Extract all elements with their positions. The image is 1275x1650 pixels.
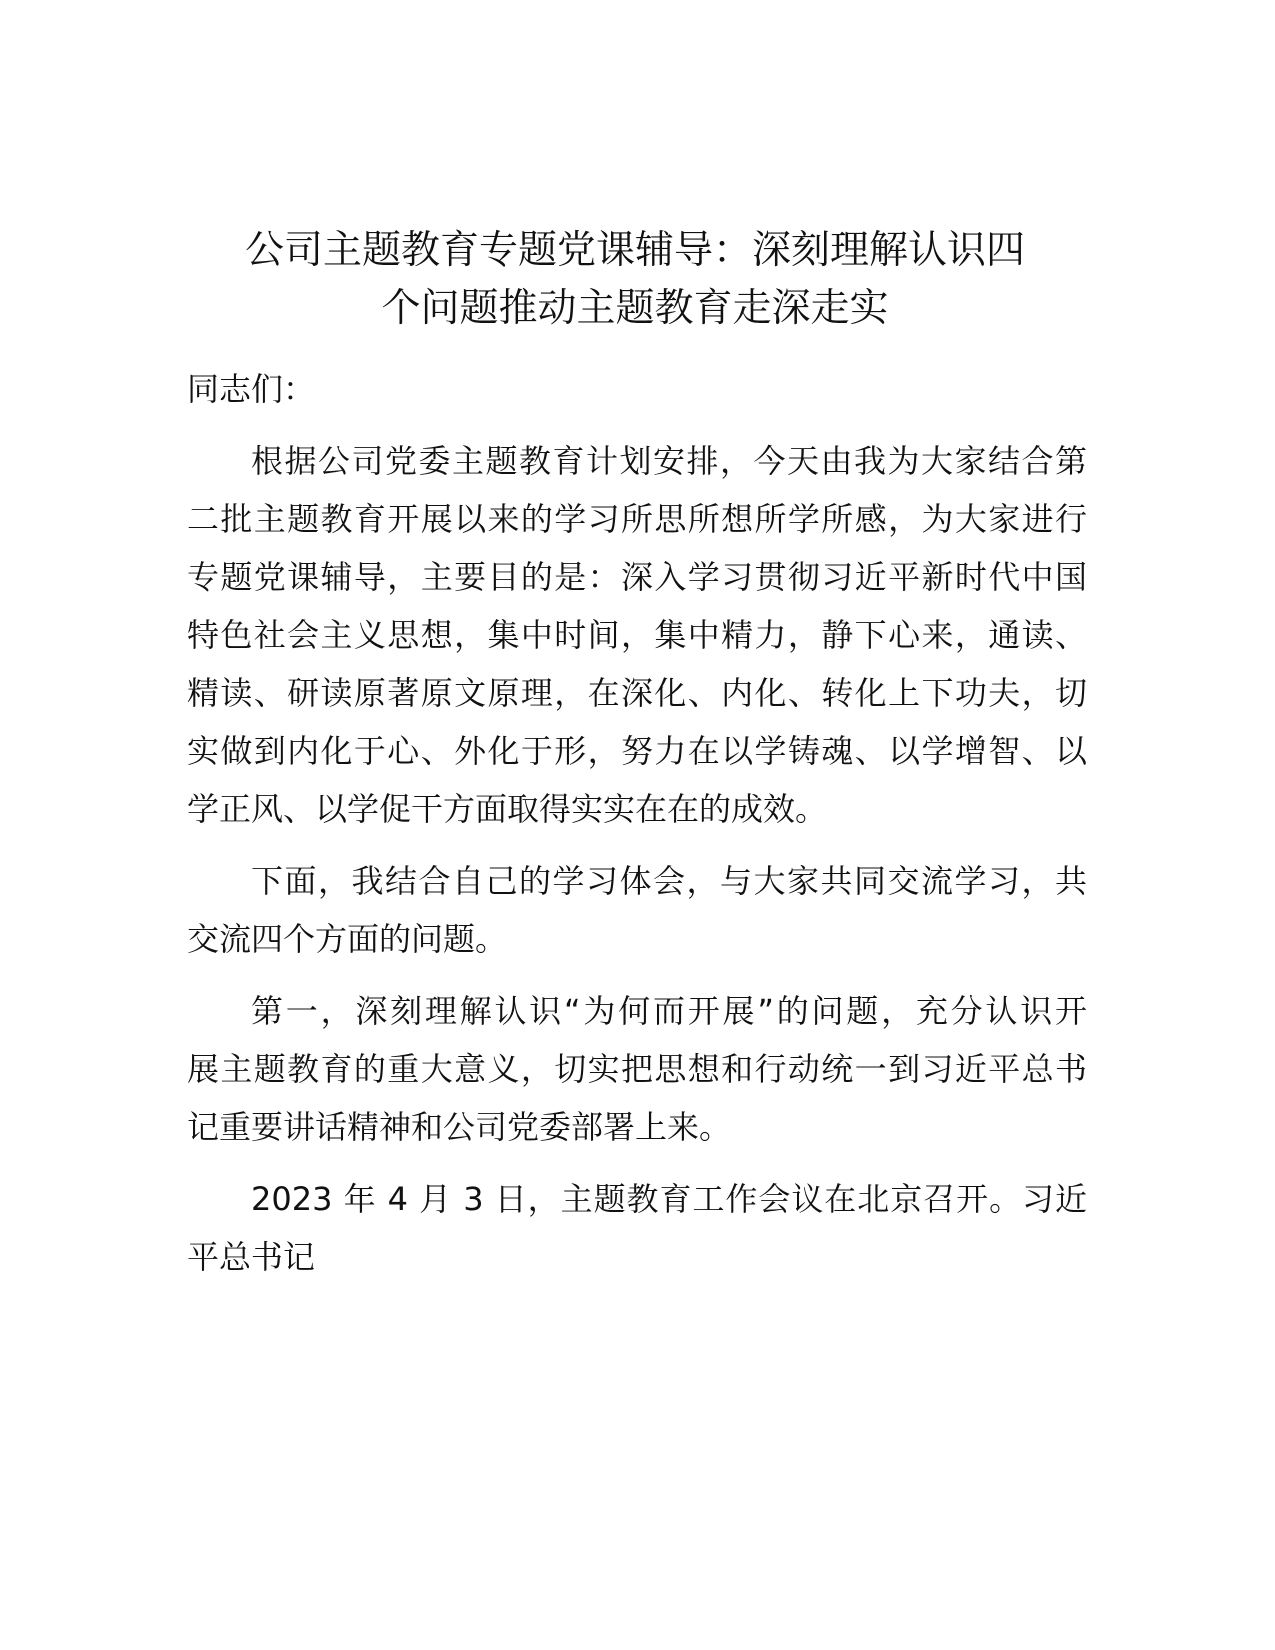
paragraph-line: 2023 年 4 月 3 日，主题教育工作会议在北京召开。习近 xyxy=(251,1180,1087,1218)
paragraph-line: 特色社会主义思想，集中时间，集中精力，静下心来，通读、 xyxy=(187,616,1087,654)
salutation: 同志们： xyxy=(187,370,316,408)
paragraph-line: 记重要讲话精神和公司党委部署上来。 xyxy=(187,1108,732,1146)
paragraph-1 xyxy=(187,432,1087,838)
paragraph-line: 二批主题教育开展以来的学习所思所想所学所感，为大家进行 xyxy=(187,500,1087,538)
paragraph-line: 精读、研读原著原文原理，在深化、内化、转化上下功夫，切 xyxy=(187,674,1087,712)
paragraph-line: 实做到内化于心、外化于形，努力在以学铸魂、以学增智、以 xyxy=(187,732,1087,770)
paragraph-4 xyxy=(187,1170,1087,1286)
title-line-2: 个问题推动主题教育走深走实 xyxy=(381,286,889,331)
title-line-1: 公司主题教育专题党课辅导：深刻理解认识四 xyxy=(244,228,1025,273)
paragraph-line: 学正风、以学促干方面取得实实在在的成效。 xyxy=(187,790,828,828)
document-body xyxy=(187,360,1087,1300)
paragraph-line: 根据公司党委主题教育计划安排，今天由我为大家结合第 xyxy=(251,442,1087,480)
paragraph-line: 交流四个方面的问题。 xyxy=(187,920,508,958)
paragraph-3 xyxy=(187,982,1087,1156)
paragraph-line: 第一，深刻理解认识“为何而开展”的问题，充分认识开 xyxy=(251,992,1087,1030)
paragraph-line: 展主题教育的重大意义，切实把思想和行动统一到习近平总书 xyxy=(187,1050,1087,1088)
document-title xyxy=(180,222,1090,338)
paragraph-line: 下面，我结合自己的学习体会，与大家共同交流学习，共 xyxy=(251,862,1087,900)
paragraph-line: 平总书记 xyxy=(187,1238,316,1276)
paragraph-2 xyxy=(187,852,1087,968)
paragraph-line: 专题党课辅导，主要目的是：深入学习贯彻习近平新时代中国 xyxy=(187,558,1087,596)
